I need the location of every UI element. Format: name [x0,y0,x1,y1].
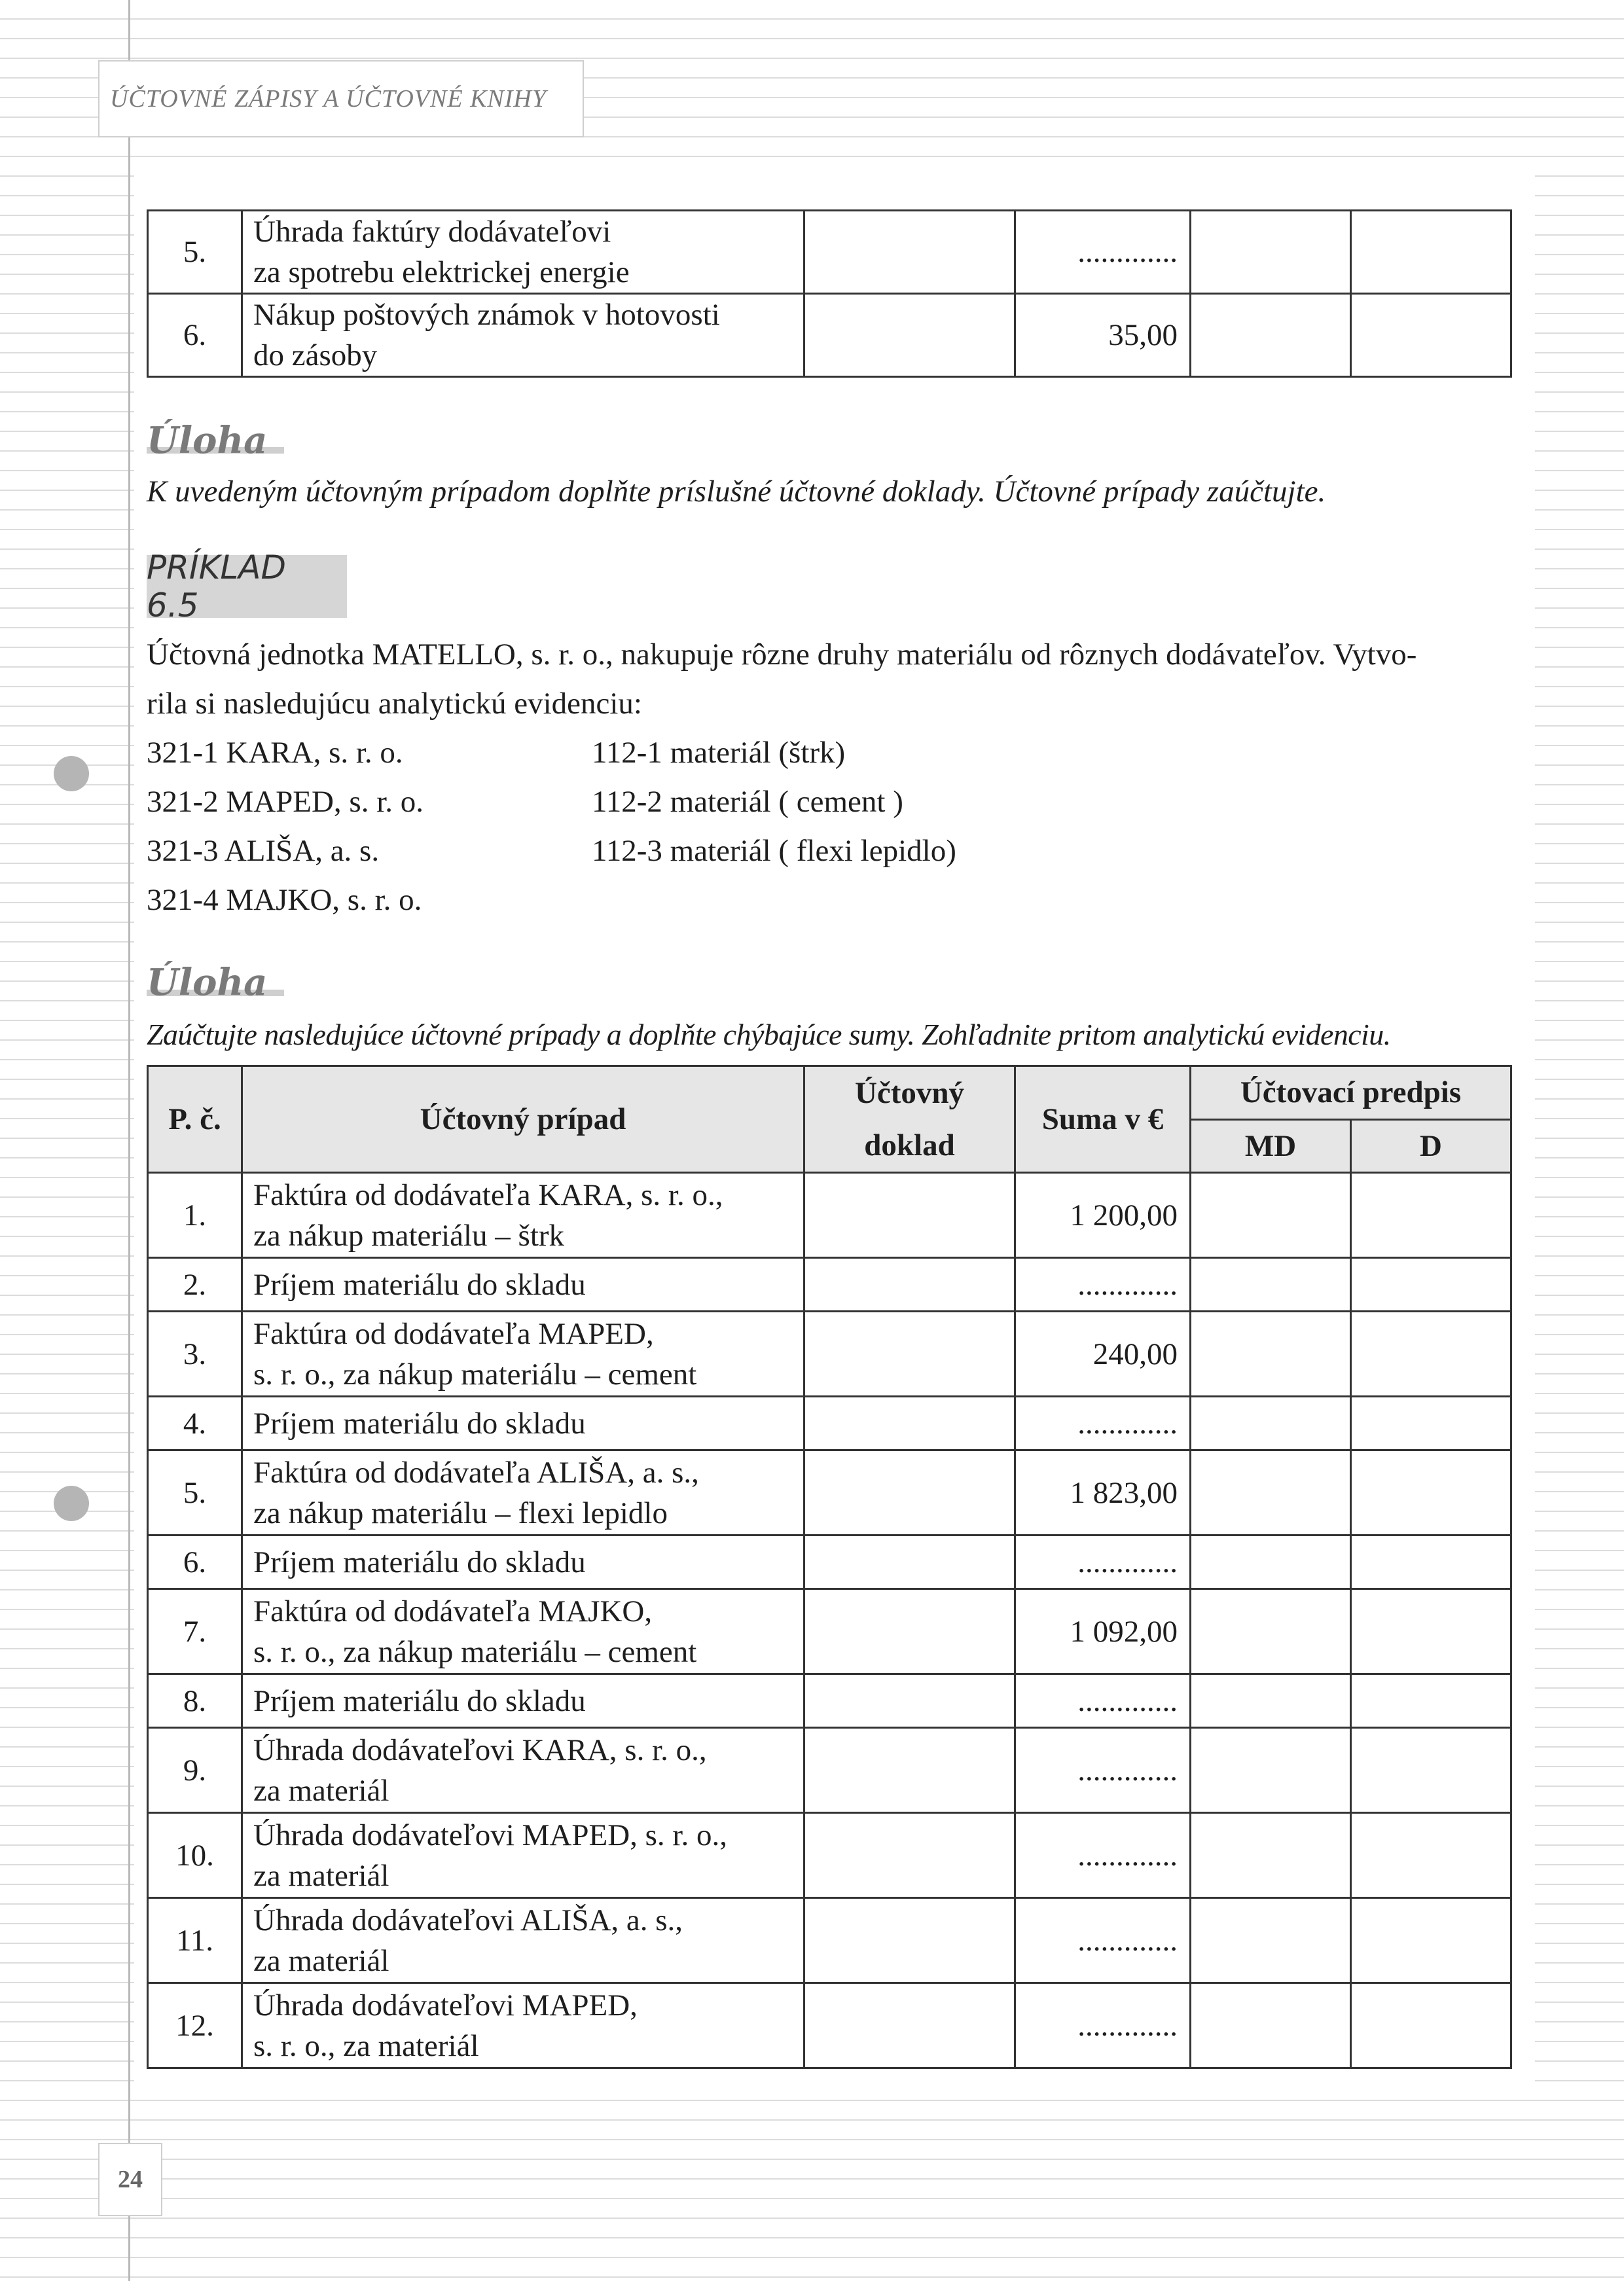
row-number: 11. [148,1898,242,1983]
row-md [1191,294,1351,377]
binder-hole [54,756,89,791]
row-document [804,1898,1015,1983]
task-heading: Úloha [147,419,268,462]
row-number: 5. [148,211,242,294]
row-d [1351,211,1511,294]
row-document [804,1450,1015,1536]
row-number: 1. [148,1173,242,1258]
row-d [1351,294,1511,377]
example-intro-line1: Účtovná jednotka MATELLO, s. r. o., nakupuje rôzne druhy materiálu od rôznych dodávateľov. Vytvo- [147,638,1417,672]
row-description: Faktúra od dodávateľa MAJKO, s. r. o., za nákup materiálu – cement [242,1589,804,1674]
table-row [148,294,1511,377]
table-row [148,1258,1511,1312]
row-d [1351,1536,1511,1589]
row-sum: ............. [1015,1536,1191,1589]
example-intro-line2: rila si nasledujúcu analytickú evidenciu: [147,687,642,721]
table-row [148,1450,1511,1536]
row-sum: 35,00 [1015,294,1191,377]
row-md [1191,1173,1351,1258]
row-document [804,1312,1015,1397]
row-document [804,1589,1015,1674]
row-number: 8. [148,1674,242,1728]
row-description: Úhrada faktúry dodávateľovi za spotrebu elektrickej energie [242,211,804,294]
material-account: 112-3 materiál ( flexi lepidlo) [592,834,956,868]
table-row [148,211,1511,294]
row-description: Faktúra od dodávateľa ALIŠA, a. s., za nákup materiálu – flexi lepidlo [242,1450,804,1536]
row-md [1191,1589,1351,1674]
row-d [1351,1898,1511,1983]
task-text: Zaúčtujte nasledujúce účtovné prípady a doplňte chýbajúce sumy. Zohľadnite pritom analytickú evidenciu. [147,1018,1391,1051]
row-md [1191,1450,1351,1536]
row-md [1191,1674,1351,1728]
row-description: Úhrada dodávateľovi MAPED, s. r. o., za materiál [242,1813,804,1898]
row-document [804,1674,1015,1728]
row-document [804,294,1015,377]
supplier-account: 321-3 ALIŠA, a. s. [147,834,380,868]
table-row [148,1898,1511,1983]
row-md [1191,1536,1351,1589]
row-document [804,1536,1015,1589]
row-sum: 240,00 [1015,1312,1191,1397]
row-description: Faktúra od dodávateľa MAPED, s. r. o., za nákup materiálu – cement [242,1312,804,1397]
continuation-table [147,209,1512,378]
row-document [804,1728,1015,1813]
row-d [1351,1589,1511,1674]
row-number: 10. [148,1813,242,1898]
row-d [1351,1983,1511,2068]
row-number: 6. [148,294,242,377]
row-description: Úhrada dodávateľovi MAPED, s. r. o., za materiál [242,1983,804,2068]
column-header-md: MD [1191,1119,1351,1173]
task-text: K uvedeným účtovným prípadom doplňte príslušné účtovné doklady. Účtovné prípady zaúčtujte. [147,475,1326,509]
margin-line [128,0,130,2281]
row-sum: 1 823,00 [1015,1450,1191,1536]
table-row [148,1312,1511,1397]
row-document [804,1397,1015,1450]
row-description: Úhrada dodávateľovi ALIŠA, a. s., za materiál [242,1898,804,1983]
row-sum: ............. [1015,1728,1191,1813]
row-md [1191,1898,1351,1983]
row-description: Úhrada dodávateľovi KARA, s. r. o., za materiál [242,1728,804,1813]
table-row [148,1536,1511,1589]
transactions-table [147,1065,1512,2069]
column-header-d: D [1351,1119,1511,1173]
row-sum: ............. [1015,1397,1191,1450]
supplier-account: 321-2 MAPED, s. r. o. [147,785,424,819]
row-document [804,1813,1015,1898]
supplier-account: 321-4 MAJKO, s. r. o. [147,883,422,917]
table-row [148,1813,1511,1898]
running-header: ÚČTOVNÉ ZÁPISY A ÚČTOVNÉ KNIHY [98,60,584,137]
row-number: 2. [148,1258,242,1312]
table-row [148,1589,1511,1674]
column-header-number: P. č. [148,1066,242,1173]
row-sum: ............. [1015,1674,1191,1728]
row-number: 4. [148,1397,242,1450]
row-description: Príjem materiálu do skladu [242,1397,804,1450]
row-description: Faktúra od dodávateľa KARA, s. r. o., za nákup materiálu – štrk [242,1173,804,1258]
row-md [1191,1258,1351,1312]
row-description: Príjem materiálu do skladu [242,1258,804,1312]
material-account: 112-1 materiál (štrk) [592,736,846,770]
table-row [148,1983,1511,2068]
row-md [1191,1813,1351,1898]
row-md [1191,1983,1351,2068]
row-number: 3. [148,1312,242,1397]
row-d [1351,1674,1511,1728]
row-d [1351,1450,1511,1536]
row-md [1191,1728,1351,1813]
row-number: 7. [148,1589,242,1674]
row-sum: ............. [1015,211,1191,294]
column-header-description: Účtovný prípad [242,1066,804,1173]
table-header-row [148,1066,1511,1120]
row-description: Príjem materiálu do skladu [242,1536,804,1589]
table-row [148,1674,1511,1728]
row-document [804,211,1015,294]
row-d [1351,1397,1511,1450]
row-description: Príjem materiálu do skladu [242,1674,804,1728]
row-d [1351,1813,1511,1898]
column-header-document: Účtovný doklad [804,1066,1015,1173]
row-number: 5. [148,1450,242,1536]
row-document [804,1173,1015,1258]
row-d [1351,1173,1511,1258]
column-header-posting: Účtovací predpis [1191,1066,1511,1120]
row-md [1191,211,1351,294]
row-description: Nákup poštových známok v hotovosti do zásoby [242,294,804,377]
material-account: 112-2 materiál ( cement ) [592,785,903,819]
row-sum: ............. [1015,1813,1191,1898]
table-row [148,1728,1511,1813]
row-d [1351,1312,1511,1397]
row-number: 9. [148,1728,242,1813]
page-number: 24 [98,2143,162,2216]
row-d [1351,1258,1511,1312]
binder-hole [54,1486,89,1521]
row-sum: ............. [1015,1983,1191,2068]
row-sum: ............. [1015,1898,1191,1983]
row-d [1351,1728,1511,1813]
row-number: 12. [148,1983,242,2068]
row-sum: ............. [1015,1258,1191,1312]
task-heading: Úloha [147,961,268,1004]
row-md [1191,1312,1351,1397]
column-header-sum: Suma v € [1015,1066,1191,1173]
row-document [804,1983,1015,2068]
row-document [804,1258,1015,1312]
example-label: PRÍKLAD 6.5 [147,555,347,618]
table-row [148,1173,1511,1258]
row-sum: 1 092,00 [1015,1589,1191,1674]
row-md [1191,1397,1351,1450]
row-sum: 1 200,00 [1015,1173,1191,1258]
supplier-account: 321-1 KARA, s. r. o. [147,736,403,770]
table-row [148,1397,1511,1450]
row-number: 6. [148,1536,242,1589]
